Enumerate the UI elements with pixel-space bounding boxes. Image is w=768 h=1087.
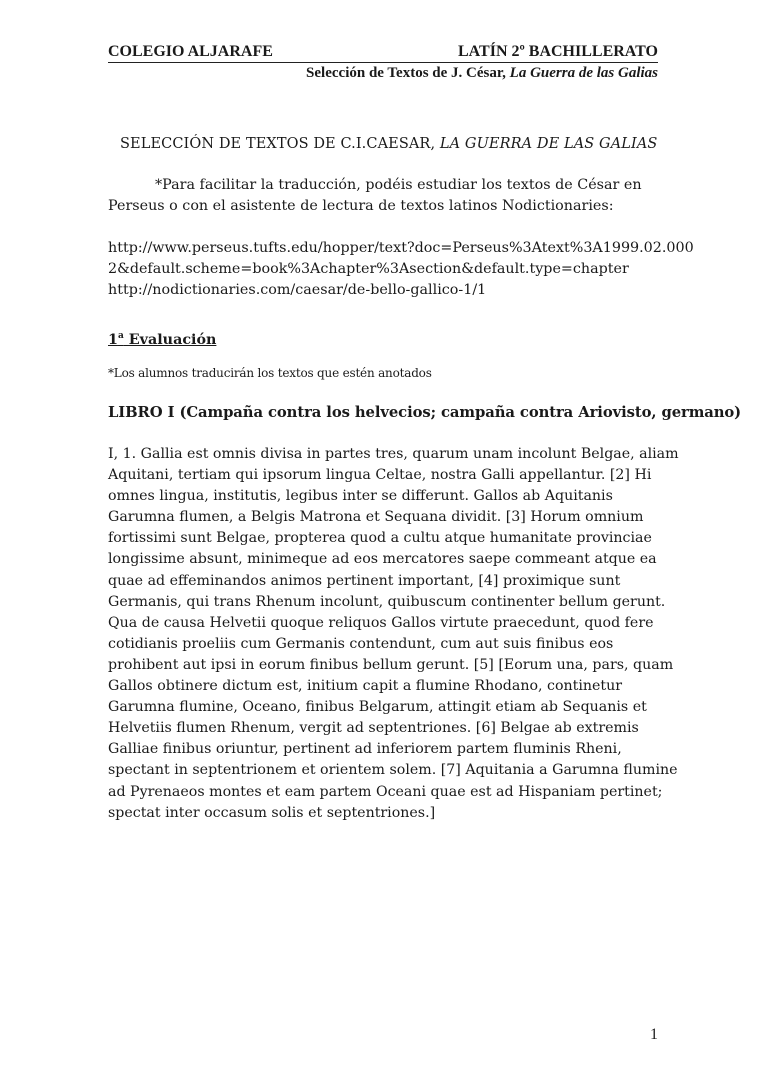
document-title-main: SELECCIÓN DE TEXTOS DE C.I.CAESAR, <box>120 136 440 152</box>
text-line: fortissimi sunt Belgae, propterea quod a cultu atque humanitate provinciae <box>108 530 652 547</box>
header-subtitle-italic: La Guerra de las Galias <box>509 65 658 81</box>
document-title <box>120 133 657 155</box>
text-line: I, 1. Gallia est omnis divisa in partes tres, quarum unam incolunt Belgae, aliam <box>108 446 679 462</box>
perseus-link-line-2[interactable]: 2&default.scheme=book%3Achapter%3Asection&default.type=chapter <box>108 261 629 277</box>
evaluation-number: 1 <box>108 331 118 348</box>
perseus-link-line-1[interactable]: http://www.perseus.tufts.edu/hopper/text?doc=Perseus%3Atext%3A1999.02.000 <box>108 240 694 256</box>
text-line: Aquitani, tertiam qui ipsorum lingua Celtae, nostra Galli appellantur. [2] Hi <box>108 467 652 484</box>
links-block <box>108 238 694 301</box>
text-line: Garumna flumine, Oceano, finibus Belgarum, attingit etiam ab Sequanis et <box>108 699 647 716</box>
text-line: prohibent aut ipsi in eorum finibus bellum gerunt. [5] [Eorum una, pars, quam <box>108 656 674 673</box>
intro-line: Perseus o con el asistente de lectura de textos latinos Nodictionaries: <box>108 198 614 214</box>
evaluation-ordinal: a <box>117 331 124 341</box>
intro-paragraph <box>108 175 668 217</box>
libro-heading: LIBRO I (Campaña contra los helvecios; campaña contra Ariovisto, germano) <box>108 404 742 421</box>
text-line: spectat inter occasum solis et septentriones.] <box>108 804 436 821</box>
page-number: 1 <box>650 1026 658 1043</box>
text-line: Galliae finibus oriuntur, pertinent ad inferiorem partem fluminis Rheni, <box>108 741 622 758</box>
text-line: Garumna flumen, a Belgis Matrona et Sequana dividit. [3] Horum omnium <box>108 509 644 526</box>
text-line: ad Pyrenaeos montes et eam partem Oceani quae est ad Hispaniam pertinet; <box>108 783 663 800</box>
header-course: LATÍN 2º BACHILLERATO <box>458 43 658 60</box>
document-title-italic: LA GUERRA DE LAS GALIAS <box>439 136 658 152</box>
intro-line: *Para facilitar la traducción, podéis estudiar los textos de César en <box>155 177 642 193</box>
page-header <box>108 42 658 62</box>
text-line: longissime absunt, minimeque ad eos mercatores saepe commeant atque ea <box>108 551 657 568</box>
evaluation-label: Evaluación <box>123 331 217 348</box>
text-line: spectant in septentrionem et orientem solem. [7] Aquitania a Garumna flumine <box>108 762 678 779</box>
translation-note: *Los alumnos traducirán los textos que estén anotados <box>108 366 432 380</box>
header-school: COLEGIO ALJARAFE <box>108 43 273 60</box>
text-line: Gallos obtinere dictum est, initium capit a flumine Rhodano, continetur <box>108 678 623 695</box>
nodictionaries-link[interactable]: http://nodictionaries.com/caesar/de-bello-gallico-1/1 <box>108 282 487 298</box>
text-line: quae ad effeminandos animos pertinent important, [4] proximique sunt <box>108 572 621 589</box>
text-line: cotidianis proeliis cum Germanis contendunt, cum aut suis finibus eos <box>108 635 614 652</box>
evaluation-heading <box>108 325 216 351</box>
text-line: Qua de causa Helvetii quoque reliquos Gallos virtute praecedunt, quod fere <box>108 614 654 631</box>
text-line: Germanis, qui trans Rhenum incolunt, quibuscum continenter bellum gerunt. <box>108 593 666 610</box>
text-line: omnes lingua, institutis, legibus inter se differunt. Gallos ab Aquitanis <box>108 488 613 505</box>
latin-text <box>108 444 679 824</box>
text-line: Helvetiis flumen Rhenum, vergit ad septentriones. [6] Belgae ab extremis <box>108 720 639 737</box>
header-subtitle <box>306 62 658 84</box>
header-subtitle-prefix: Selección de Textos de J. César, <box>306 65 510 81</box>
